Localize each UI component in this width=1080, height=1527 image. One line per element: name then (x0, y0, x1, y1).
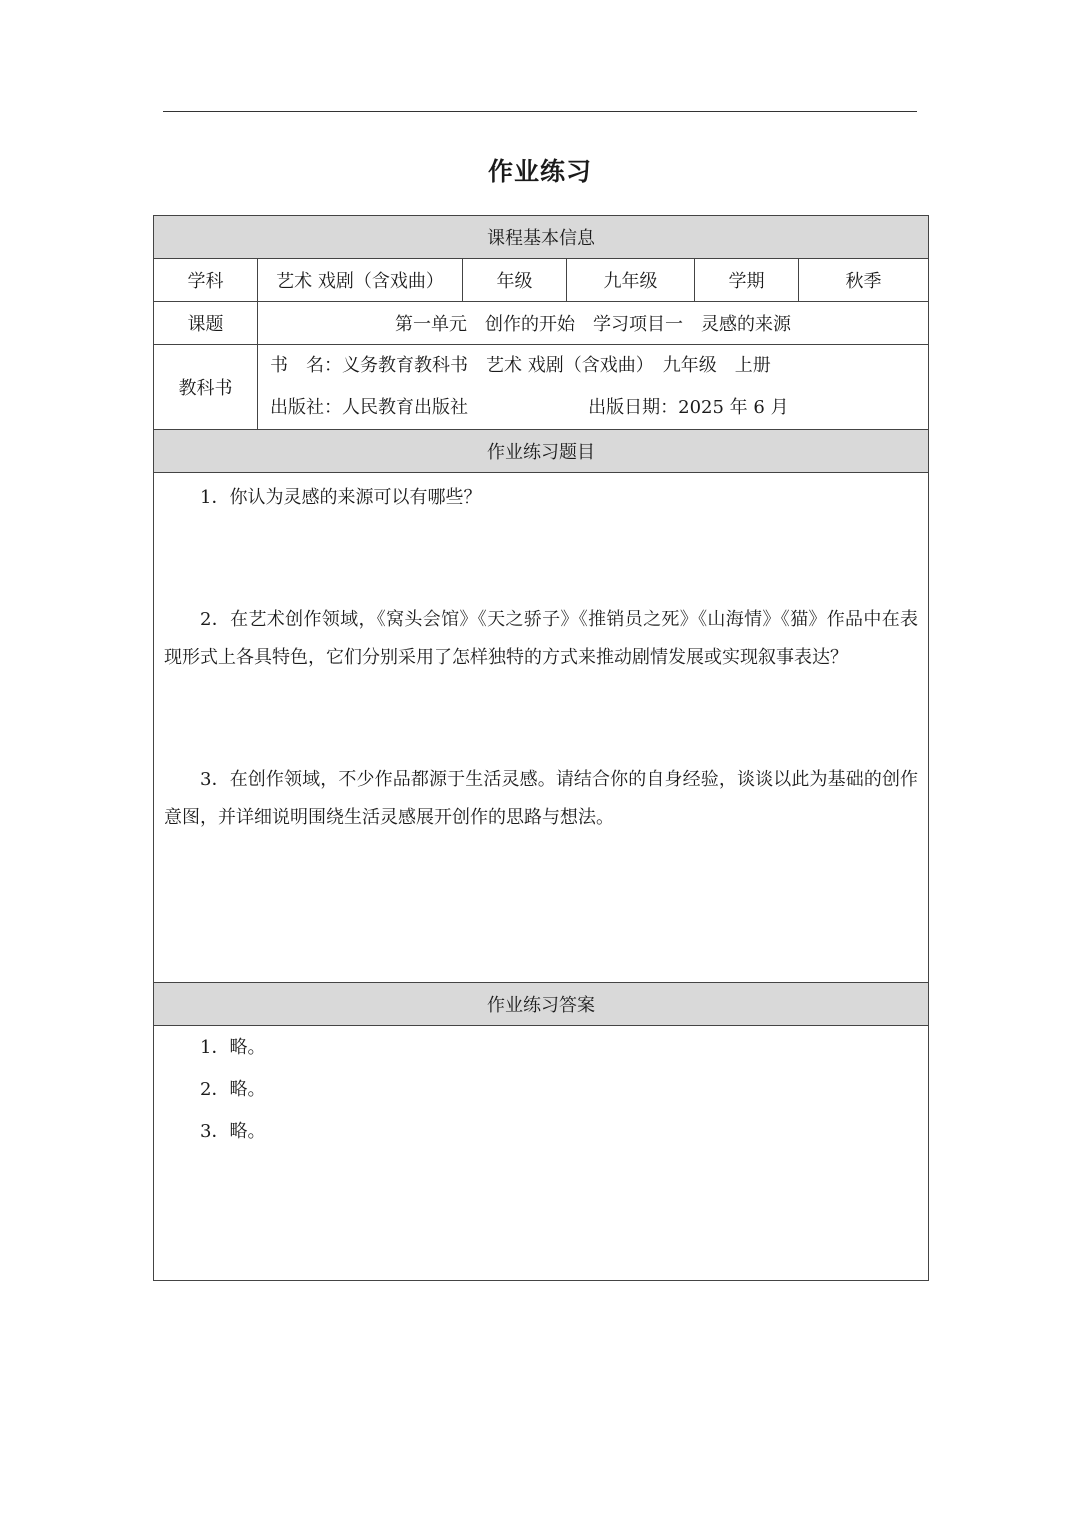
topic-label: 课题 (154, 302, 258, 345)
answers-section (154, 1026, 929, 1281)
textbook-details (258, 345, 929, 430)
textbook-name-line: 书 名：义务教育教科书 艺术 戏剧（含戏曲） 九年级 上册 (270, 355, 771, 376)
course-info-header: 课程基本信息 (154, 216, 929, 259)
grade-value: 九年级 (567, 259, 695, 302)
document-title: 作业练习 (487, 157, 592, 186)
textbook-publisher-line: 出版社：人民教育出版社 出版日期：2025 年 6 月 (270, 397, 789, 418)
answers-header: 作业练习答案 (154, 983, 929, 1026)
homework-table (153, 215, 929, 1281)
header-rule (163, 111, 917, 112)
subject-label: 学科 (154, 259, 258, 302)
question-item: 3．在创作领域，不少作品都源于生活灵感。请结合你的自身经验，谈谈以此为基础的创作意图，并详细说明围绕生活灵感展开创作的思路与想法。 (164, 769, 919, 828)
textbook-label: 教科书 (154, 345, 258, 430)
questions-section (154, 473, 929, 983)
question-item: 1．你认为灵感的来源可以有哪些？ (200, 487, 482, 508)
question-item: 2．在艺术创作领域，《窝头会馆》《天之骄子》《推销员之死》《山海情》《猫》作品中在表现形式上各具特色，它们分别采用了怎样独特的方式来推动剧情发展或实现叙事表达？ (164, 609, 919, 668)
term-value: 秋季 (799, 259, 929, 302)
topic-value: 第一单元 创作的开始 学习项目一 灵感的来源 (258, 302, 929, 345)
answer-item: 3．略。 (200, 1121, 266, 1142)
grade-label: 年级 (463, 259, 567, 302)
subject-value: 艺术 戏剧（含戏曲） (258, 259, 463, 302)
questions-header: 作业练习题目 (154, 430, 929, 473)
answer-item: 2．略。 (200, 1079, 266, 1100)
answer-item: 1．略。 (200, 1037, 266, 1058)
term-label: 学期 (695, 259, 799, 302)
